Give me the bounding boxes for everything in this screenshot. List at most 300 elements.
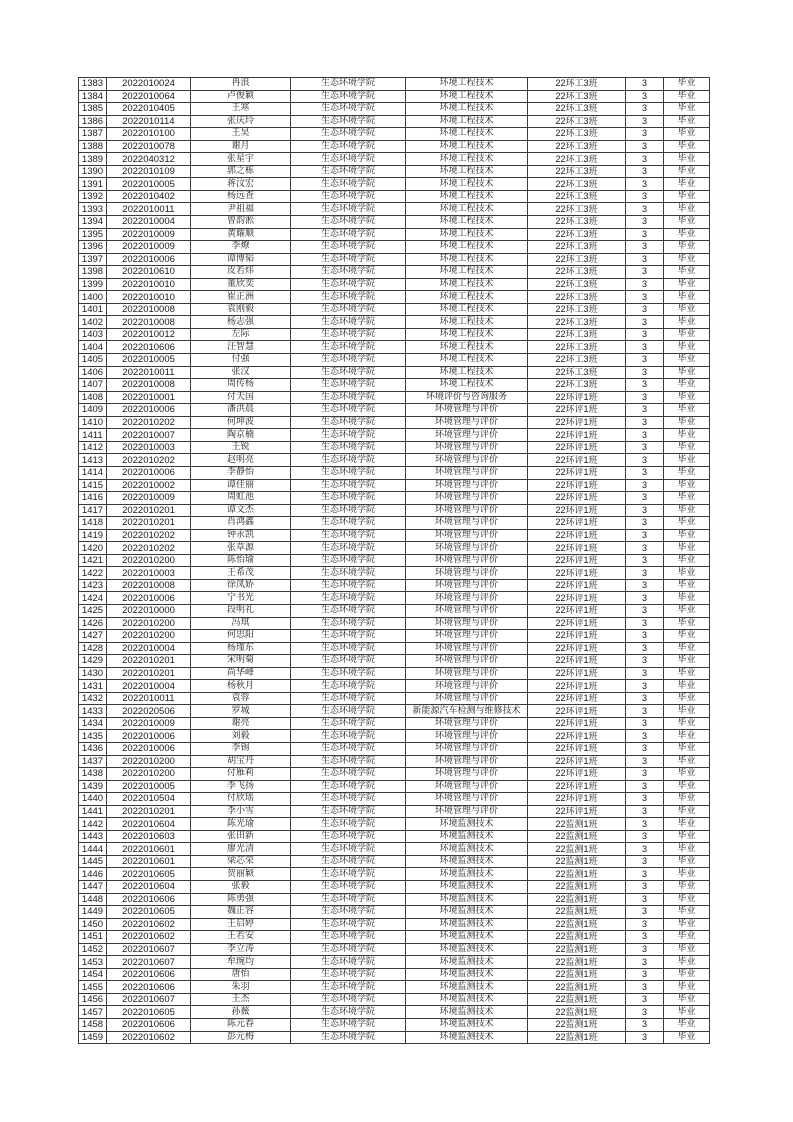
major-cell: 环境管理与评价 xyxy=(406,429,528,442)
college-cell: 生态环境学院 xyxy=(291,103,406,116)
table-row xyxy=(79,466,710,479)
years-cell: 3 xyxy=(626,466,664,479)
status-cell: 毕业 xyxy=(664,617,710,630)
student-name-cell: 李静怡 xyxy=(191,466,291,479)
status-cell: 毕业 xyxy=(664,843,710,856)
major-cell: 环境管理与评价 xyxy=(406,805,528,818)
student-name-cell: 张田新 xyxy=(191,830,291,843)
class-cell: 22监测1班 xyxy=(528,968,626,981)
college-cell: 生态环境学院 xyxy=(291,567,406,580)
college-cell: 生态环境学院 xyxy=(291,391,406,404)
years-cell: 3 xyxy=(626,278,664,291)
college-cell: 生态环境学院 xyxy=(291,441,406,454)
student-name-cell: 王锐 xyxy=(191,441,291,454)
student-id-cell: 2022010602 xyxy=(107,931,191,944)
years-cell: 3 xyxy=(626,868,664,881)
table-row xyxy=(79,818,710,831)
years-cell: 3 xyxy=(626,667,664,680)
row-number-cell: 1393 xyxy=(79,203,107,216)
row-number-cell: 1414 xyxy=(79,466,107,479)
table-row xyxy=(79,793,710,806)
class-cell: 22环评1班 xyxy=(528,441,626,454)
college-cell: 生态环境学院 xyxy=(291,404,406,417)
status-cell: 毕业 xyxy=(664,906,710,919)
major-cell: 环境监测技术 xyxy=(406,981,528,994)
row-number-cell: 1395 xyxy=(79,228,107,241)
status-cell: 毕业 xyxy=(664,241,710,254)
major-cell: 环境监测技术 xyxy=(406,918,528,931)
row-number-cell: 1419 xyxy=(79,529,107,542)
status-cell: 毕业 xyxy=(664,604,710,617)
row-number-cell: 1434 xyxy=(79,717,107,730)
row-number-cell: 1390 xyxy=(79,165,107,178)
major-cell: 环境工程技术 xyxy=(406,115,528,128)
student-name-cell: 李立涛 xyxy=(191,943,291,956)
row-number-cell: 1439 xyxy=(79,780,107,793)
status-cell: 毕业 xyxy=(664,968,710,981)
table-row xyxy=(79,291,710,304)
student-id-cell: 2022010009 xyxy=(107,241,191,254)
table-row xyxy=(79,178,710,191)
student-name-cell: 何思阳 xyxy=(191,630,291,643)
student-id-cell: 2022010202 xyxy=(107,454,191,467)
student-id-cell: 2022010003 xyxy=(107,441,191,454)
row-number-cell: 1449 xyxy=(79,906,107,919)
major-cell: 环境管理与评价 xyxy=(406,529,528,542)
student-id-cell: 2022010601 xyxy=(107,855,191,868)
class-cell: 22监测1班 xyxy=(528,1006,626,1019)
row-number-cell: 1388 xyxy=(79,140,107,153)
student-id-cell: 2022010006 xyxy=(107,742,191,755)
status-cell: 毕业 xyxy=(664,818,710,831)
class-cell: 22环工3班 xyxy=(528,203,626,216)
student-id-cell: 2022010000 xyxy=(107,604,191,617)
major-cell: 环境监测技术 xyxy=(406,993,528,1006)
status-cell: 毕业 xyxy=(664,140,710,153)
college-cell: 生态环境学院 xyxy=(291,667,406,680)
college-cell: 生态环境学院 xyxy=(291,341,406,354)
college-cell: 生态环境学院 xyxy=(291,303,406,316)
major-cell: 环境监测技术 xyxy=(406,968,528,981)
class-cell: 22环评1班 xyxy=(528,466,626,479)
years-cell: 3 xyxy=(626,742,664,755)
years-cell: 3 xyxy=(626,755,664,768)
class-cell: 22环工3班 xyxy=(528,190,626,203)
student-id-cell: 2022010602 xyxy=(107,918,191,931)
graduate-roster-table xyxy=(78,77,710,1044)
status-cell: 毕业 xyxy=(664,943,710,956)
student-id-cell: 2022010201 xyxy=(107,517,191,530)
major-cell: 环境管理与评价 xyxy=(406,793,528,806)
student-name-cell: 陈光瑜 xyxy=(191,818,291,831)
table-row xyxy=(79,492,710,505)
row-number-cell: 1398 xyxy=(79,266,107,279)
row-number-cell: 1400 xyxy=(79,291,107,304)
college-cell: 生态环境学院 xyxy=(291,1006,406,1019)
status-cell: 毕业 xyxy=(664,805,710,818)
student-id-cell: 2022010606 xyxy=(107,893,191,906)
row-number-cell: 1389 xyxy=(79,153,107,166)
status-cell: 毕业 xyxy=(664,780,710,793)
college-cell: 生态环境学院 xyxy=(291,90,406,103)
row-number-cell: 1441 xyxy=(79,805,107,818)
years-cell: 3 xyxy=(626,429,664,442)
table-row xyxy=(79,604,710,617)
row-number-cell: 1452 xyxy=(79,943,107,956)
status-cell: 毕业 xyxy=(664,642,710,655)
student-id-cell: 2022010005 xyxy=(107,354,191,367)
table-row xyxy=(79,190,710,203)
status-cell: 毕业 xyxy=(664,680,710,693)
years-cell: 3 xyxy=(626,881,664,894)
years-cell: 3 xyxy=(626,328,664,341)
student-id-cell: 2022010109 xyxy=(107,165,191,178)
years-cell: 3 xyxy=(626,391,664,404)
table-row xyxy=(79,529,710,542)
college-cell: 生态环境学院 xyxy=(291,755,406,768)
row-number-cell: 1408 xyxy=(79,391,107,404)
student-name-cell: 皮若炜 xyxy=(191,266,291,279)
years-cell: 3 xyxy=(626,1031,664,1044)
class-cell: 22环工3班 xyxy=(528,303,626,316)
class-cell: 22环工3班 xyxy=(528,128,626,141)
college-cell: 生态环境学院 xyxy=(291,692,406,705)
class-cell: 22环工3班 xyxy=(528,115,626,128)
student-id-cell: 2022010012 xyxy=(107,328,191,341)
major-cell: 环境管理与评价 xyxy=(406,579,528,592)
college-cell: 生态环境学院 xyxy=(291,981,406,994)
major-cell: 环境管理与评价 xyxy=(406,717,528,730)
table-row xyxy=(79,140,710,153)
student-name-cell: 宋明菊 xyxy=(191,655,291,668)
major-cell: 环境管理与评价 xyxy=(406,780,528,793)
major-cell: 环境监测技术 xyxy=(406,843,528,856)
table-row xyxy=(79,115,710,128)
years-cell: 3 xyxy=(626,630,664,643)
major-cell: 环境监测技术 xyxy=(406,881,528,894)
student-id-cell: 2022020506 xyxy=(107,705,191,718)
student-name-cell: 袁刚毅 xyxy=(191,303,291,316)
table-row xyxy=(79,103,710,116)
table-row xyxy=(79,153,710,166)
status-cell: 毕业 xyxy=(664,554,710,567)
student-name-cell: 王杰 xyxy=(191,993,291,1006)
row-number-cell: 1436 xyxy=(79,742,107,755)
row-number-cell: 1394 xyxy=(79,216,107,229)
major-cell: 环境管理与评价 xyxy=(406,466,528,479)
status-cell: 毕业 xyxy=(664,328,710,341)
student-name-cell: 王寒 xyxy=(191,103,291,116)
row-number-cell: 1404 xyxy=(79,341,107,354)
status-cell: 毕业 xyxy=(664,981,710,994)
table-row xyxy=(79,981,710,994)
major-cell: 环境管理与评价 xyxy=(406,617,528,630)
class-cell: 22监测1班 xyxy=(528,931,626,944)
status-cell: 毕业 xyxy=(664,278,710,291)
major-cell: 环境监测技术 xyxy=(406,931,528,944)
years-cell: 3 xyxy=(626,993,664,1006)
college-cell: 生态环境学院 xyxy=(291,906,406,919)
status-cell: 毕业 xyxy=(664,429,710,442)
student-id-cell: 2022010010 xyxy=(107,291,191,304)
row-number-cell: 1384 xyxy=(79,90,107,103)
student-name-cell: 罗城 xyxy=(191,705,291,718)
college-cell: 生态环境学院 xyxy=(291,592,406,605)
row-number-cell: 1429 xyxy=(79,655,107,668)
table-row xyxy=(79,404,710,417)
student-id-cell: 2022010024 xyxy=(107,78,191,91)
class-cell: 22环工3班 xyxy=(528,78,626,91)
years-cell: 3 xyxy=(626,266,664,279)
college-cell: 生态环境学院 xyxy=(291,604,406,617)
years-cell: 3 xyxy=(626,504,664,517)
table-row xyxy=(79,504,710,517)
student-name-cell: 彭元梅 xyxy=(191,1031,291,1044)
student-id-cell: 2022010606 xyxy=(107,341,191,354)
major-cell: 环境管理与评价 xyxy=(406,642,528,655)
major-cell: 环境监测技术 xyxy=(406,1031,528,1044)
status-cell: 毕业 xyxy=(664,993,710,1006)
student-id-cell: 2022010011 xyxy=(107,692,191,705)
class-cell: 22环评1班 xyxy=(528,492,626,505)
major-cell: 环境管理与评价 xyxy=(406,416,528,429)
college-cell: 生态环境学院 xyxy=(291,203,406,216)
class-cell: 22环评1班 xyxy=(528,604,626,617)
status-cell: 毕业 xyxy=(664,190,710,203)
student-id-cell: 2022010008 xyxy=(107,303,191,316)
major-cell: 环境监测技术 xyxy=(406,956,528,969)
status-cell: 毕业 xyxy=(664,855,710,868)
college-cell: 生态环境学院 xyxy=(291,793,406,806)
major-cell: 环境工程技术 xyxy=(406,190,528,203)
student-name-cell: 杨志强 xyxy=(191,316,291,329)
table-row xyxy=(79,906,710,919)
college-cell: 生态环境学院 xyxy=(291,416,406,429)
years-cell: 3 xyxy=(626,190,664,203)
class-cell: 22环工3班 xyxy=(528,153,626,166)
years-cell: 3 xyxy=(626,316,664,329)
college-cell: 生态环境学院 xyxy=(291,354,406,367)
major-cell: 环境工程技术 xyxy=(406,241,528,254)
college-cell: 生态环境学院 xyxy=(291,830,406,843)
status-cell: 毕业 xyxy=(664,178,710,191)
years-cell: 3 xyxy=(626,178,664,191)
major-cell: 环境工程技术 xyxy=(406,316,528,329)
table-row xyxy=(79,742,710,755)
years-cell: 3 xyxy=(626,830,664,843)
class-cell: 22环工3班 xyxy=(528,253,626,266)
student-name-cell: 牟琬均 xyxy=(191,956,291,969)
years-cell: 3 xyxy=(626,956,664,969)
student-name-cell: 左际 xyxy=(191,328,291,341)
college-cell: 生态环境学院 xyxy=(291,165,406,178)
table-row xyxy=(79,441,710,454)
years-cell: 3 xyxy=(626,579,664,592)
student-name-cell: 朱羽 xyxy=(191,981,291,994)
years-cell: 3 xyxy=(626,981,664,994)
years-cell: 3 xyxy=(626,705,664,718)
major-cell: 环境工程技术 xyxy=(406,216,528,229)
row-number-cell: 1385 xyxy=(79,103,107,116)
major-cell: 环境监测技术 xyxy=(406,943,528,956)
college-cell: 生态环境学院 xyxy=(291,140,406,153)
student-name-cell: 孙薇 xyxy=(191,1006,291,1019)
student-name-cell: 周传杨 xyxy=(191,379,291,392)
student-id-cell: 2022010604 xyxy=(107,818,191,831)
table-row xyxy=(79,1006,710,1019)
major-cell: 环境监测技术 xyxy=(406,818,528,831)
row-number-cell: 1457 xyxy=(79,1006,107,1019)
years-cell: 3 xyxy=(626,768,664,781)
student-id-cell: 2022010078 xyxy=(107,140,191,153)
student-id-cell: 2022010607 xyxy=(107,956,191,969)
college-cell: 生态环境学院 xyxy=(291,993,406,1006)
status-cell: 毕业 xyxy=(664,253,710,266)
college-cell: 生态环境学院 xyxy=(291,379,406,392)
status-cell: 毕业 xyxy=(664,354,710,367)
student-id-cell: 2022010200 xyxy=(107,554,191,567)
college-cell: 生态环境学院 xyxy=(291,918,406,931)
student-id-cell: 2022010604 xyxy=(107,881,191,894)
college-cell: 生态环境学院 xyxy=(291,680,406,693)
major-cell: 环境工程技术 xyxy=(406,203,528,216)
major-cell: 环境评价与咨询服务 xyxy=(406,391,528,404)
class-cell: 22监测1班 xyxy=(528,881,626,894)
table-row xyxy=(79,278,710,291)
major-cell: 环境工程技术 xyxy=(406,266,528,279)
major-cell: 环境管理与评价 xyxy=(406,517,528,530)
years-cell: 3 xyxy=(626,517,664,530)
student-name-cell: 徐凤娇 xyxy=(191,579,291,592)
student-id-cell: 2022010201 xyxy=(107,655,191,668)
row-number-cell: 1396 xyxy=(79,241,107,254)
class-cell: 22监测1班 xyxy=(528,818,626,831)
student-id-cell: 2022010004 xyxy=(107,642,191,655)
college-cell: 生态环境学院 xyxy=(291,128,406,141)
status-cell: 毕业 xyxy=(664,379,710,392)
major-cell: 环境工程技术 xyxy=(406,78,528,91)
years-cell: 3 xyxy=(626,818,664,831)
years-cell: 3 xyxy=(626,893,664,906)
row-number-cell: 1442 xyxy=(79,818,107,831)
student-id-cell: 2022010007 xyxy=(107,429,191,442)
years-cell: 3 xyxy=(626,542,664,555)
college-cell: 生态环境学院 xyxy=(291,429,406,442)
row-number-cell: 1453 xyxy=(79,956,107,969)
years-cell: 3 xyxy=(626,943,664,956)
college-cell: 生态环境学院 xyxy=(291,479,406,492)
student-name-cell: 郭之栋 xyxy=(191,165,291,178)
table-row xyxy=(79,203,710,216)
status-cell: 毕业 xyxy=(664,592,710,605)
college-cell: 生态环境学院 xyxy=(291,642,406,655)
years-cell: 3 xyxy=(626,216,664,229)
college-cell: 生态环境学院 xyxy=(291,542,406,555)
student-id-cell: 2022010001 xyxy=(107,391,191,404)
row-number-cell: 1399 xyxy=(79,278,107,291)
student-name-cell: 肖鸿鑫 xyxy=(191,517,291,530)
major-cell: 环境管理与评价 xyxy=(406,604,528,617)
student-name-cell: 李小雪 xyxy=(191,805,291,818)
major-cell: 环境工程技术 xyxy=(406,379,528,392)
years-cell: 3 xyxy=(626,931,664,944)
student-id-cell: 2022010605 xyxy=(107,1006,191,1019)
class-cell: 22环评1班 xyxy=(528,479,626,492)
row-number-cell: 1406 xyxy=(79,366,107,379)
college-cell: 生态环境学院 xyxy=(291,931,406,944)
row-number-cell: 1418 xyxy=(79,517,107,530)
status-cell: 毕业 xyxy=(664,492,710,505)
status-cell: 毕业 xyxy=(664,667,710,680)
student-id-cell: 2022010601 xyxy=(107,843,191,856)
college-cell: 生态环境学院 xyxy=(291,216,406,229)
class-cell: 22环工3班 xyxy=(528,140,626,153)
college-cell: 生态环境学院 xyxy=(291,730,406,743)
student-id-cell: 2022010504 xyxy=(107,793,191,806)
table-row xyxy=(79,642,710,655)
table-row xyxy=(79,768,710,781)
college-cell: 生态环境学院 xyxy=(291,818,406,831)
student-id-cell: 2022010008 xyxy=(107,379,191,392)
status-cell: 毕业 xyxy=(664,931,710,944)
student-name-cell: 陈元春 xyxy=(191,1019,291,1032)
row-number-cell: 1416 xyxy=(79,492,107,505)
status-cell: 毕业 xyxy=(664,341,710,354)
status-cell: 毕业 xyxy=(664,404,710,417)
years-cell: 3 xyxy=(626,90,664,103)
years-cell: 3 xyxy=(626,404,664,417)
row-number-cell: 1426 xyxy=(79,617,107,630)
row-number-cell: 1401 xyxy=(79,303,107,316)
student-name-cell: 付欣瑶 xyxy=(191,793,291,806)
years-cell: 3 xyxy=(626,906,664,919)
table-row xyxy=(79,893,710,906)
row-number-cell: 1456 xyxy=(79,993,107,1006)
major-cell: 环境工程技术 xyxy=(406,328,528,341)
class-cell: 22环工3班 xyxy=(528,178,626,191)
roster-rows xyxy=(79,78,710,1044)
student-id-cell: 2022010008 xyxy=(107,579,191,592)
student-id-cell: 2022010004 xyxy=(107,216,191,229)
table-row xyxy=(79,554,710,567)
student-id-cell: 2022010004 xyxy=(107,680,191,693)
row-number-cell: 1386 xyxy=(79,115,107,128)
student-id-cell: 2022010009 xyxy=(107,228,191,241)
class-cell: 22环评1班 xyxy=(528,730,626,743)
table-row xyxy=(79,918,710,931)
years-cell: 3 xyxy=(626,253,664,266)
row-number-cell: 1397 xyxy=(79,253,107,266)
student-id-cell: 2022010605 xyxy=(107,906,191,919)
college-cell: 生态环境学院 xyxy=(291,517,406,530)
student-name-cell: 付雁莉 xyxy=(191,768,291,781)
row-number-cell: 1407 xyxy=(79,379,107,392)
student-name-cell: 杨远查 xyxy=(191,190,291,203)
college-cell: 生态环境学院 xyxy=(291,630,406,643)
years-cell: 3 xyxy=(626,918,664,931)
table-row xyxy=(79,1031,710,1044)
table-row xyxy=(79,579,710,592)
student-id-cell: 2022010607 xyxy=(107,943,191,956)
student-name-cell: 谭佳丽 xyxy=(191,479,291,492)
class-cell: 22环评1班 xyxy=(528,567,626,580)
table-row xyxy=(79,429,710,442)
table-row xyxy=(79,479,710,492)
class-cell: 22环工3班 xyxy=(528,341,626,354)
class-cell: 22监测1班 xyxy=(528,1031,626,1044)
class-cell: 22环工3班 xyxy=(528,266,626,279)
status-cell: 毕业 xyxy=(664,103,710,116)
